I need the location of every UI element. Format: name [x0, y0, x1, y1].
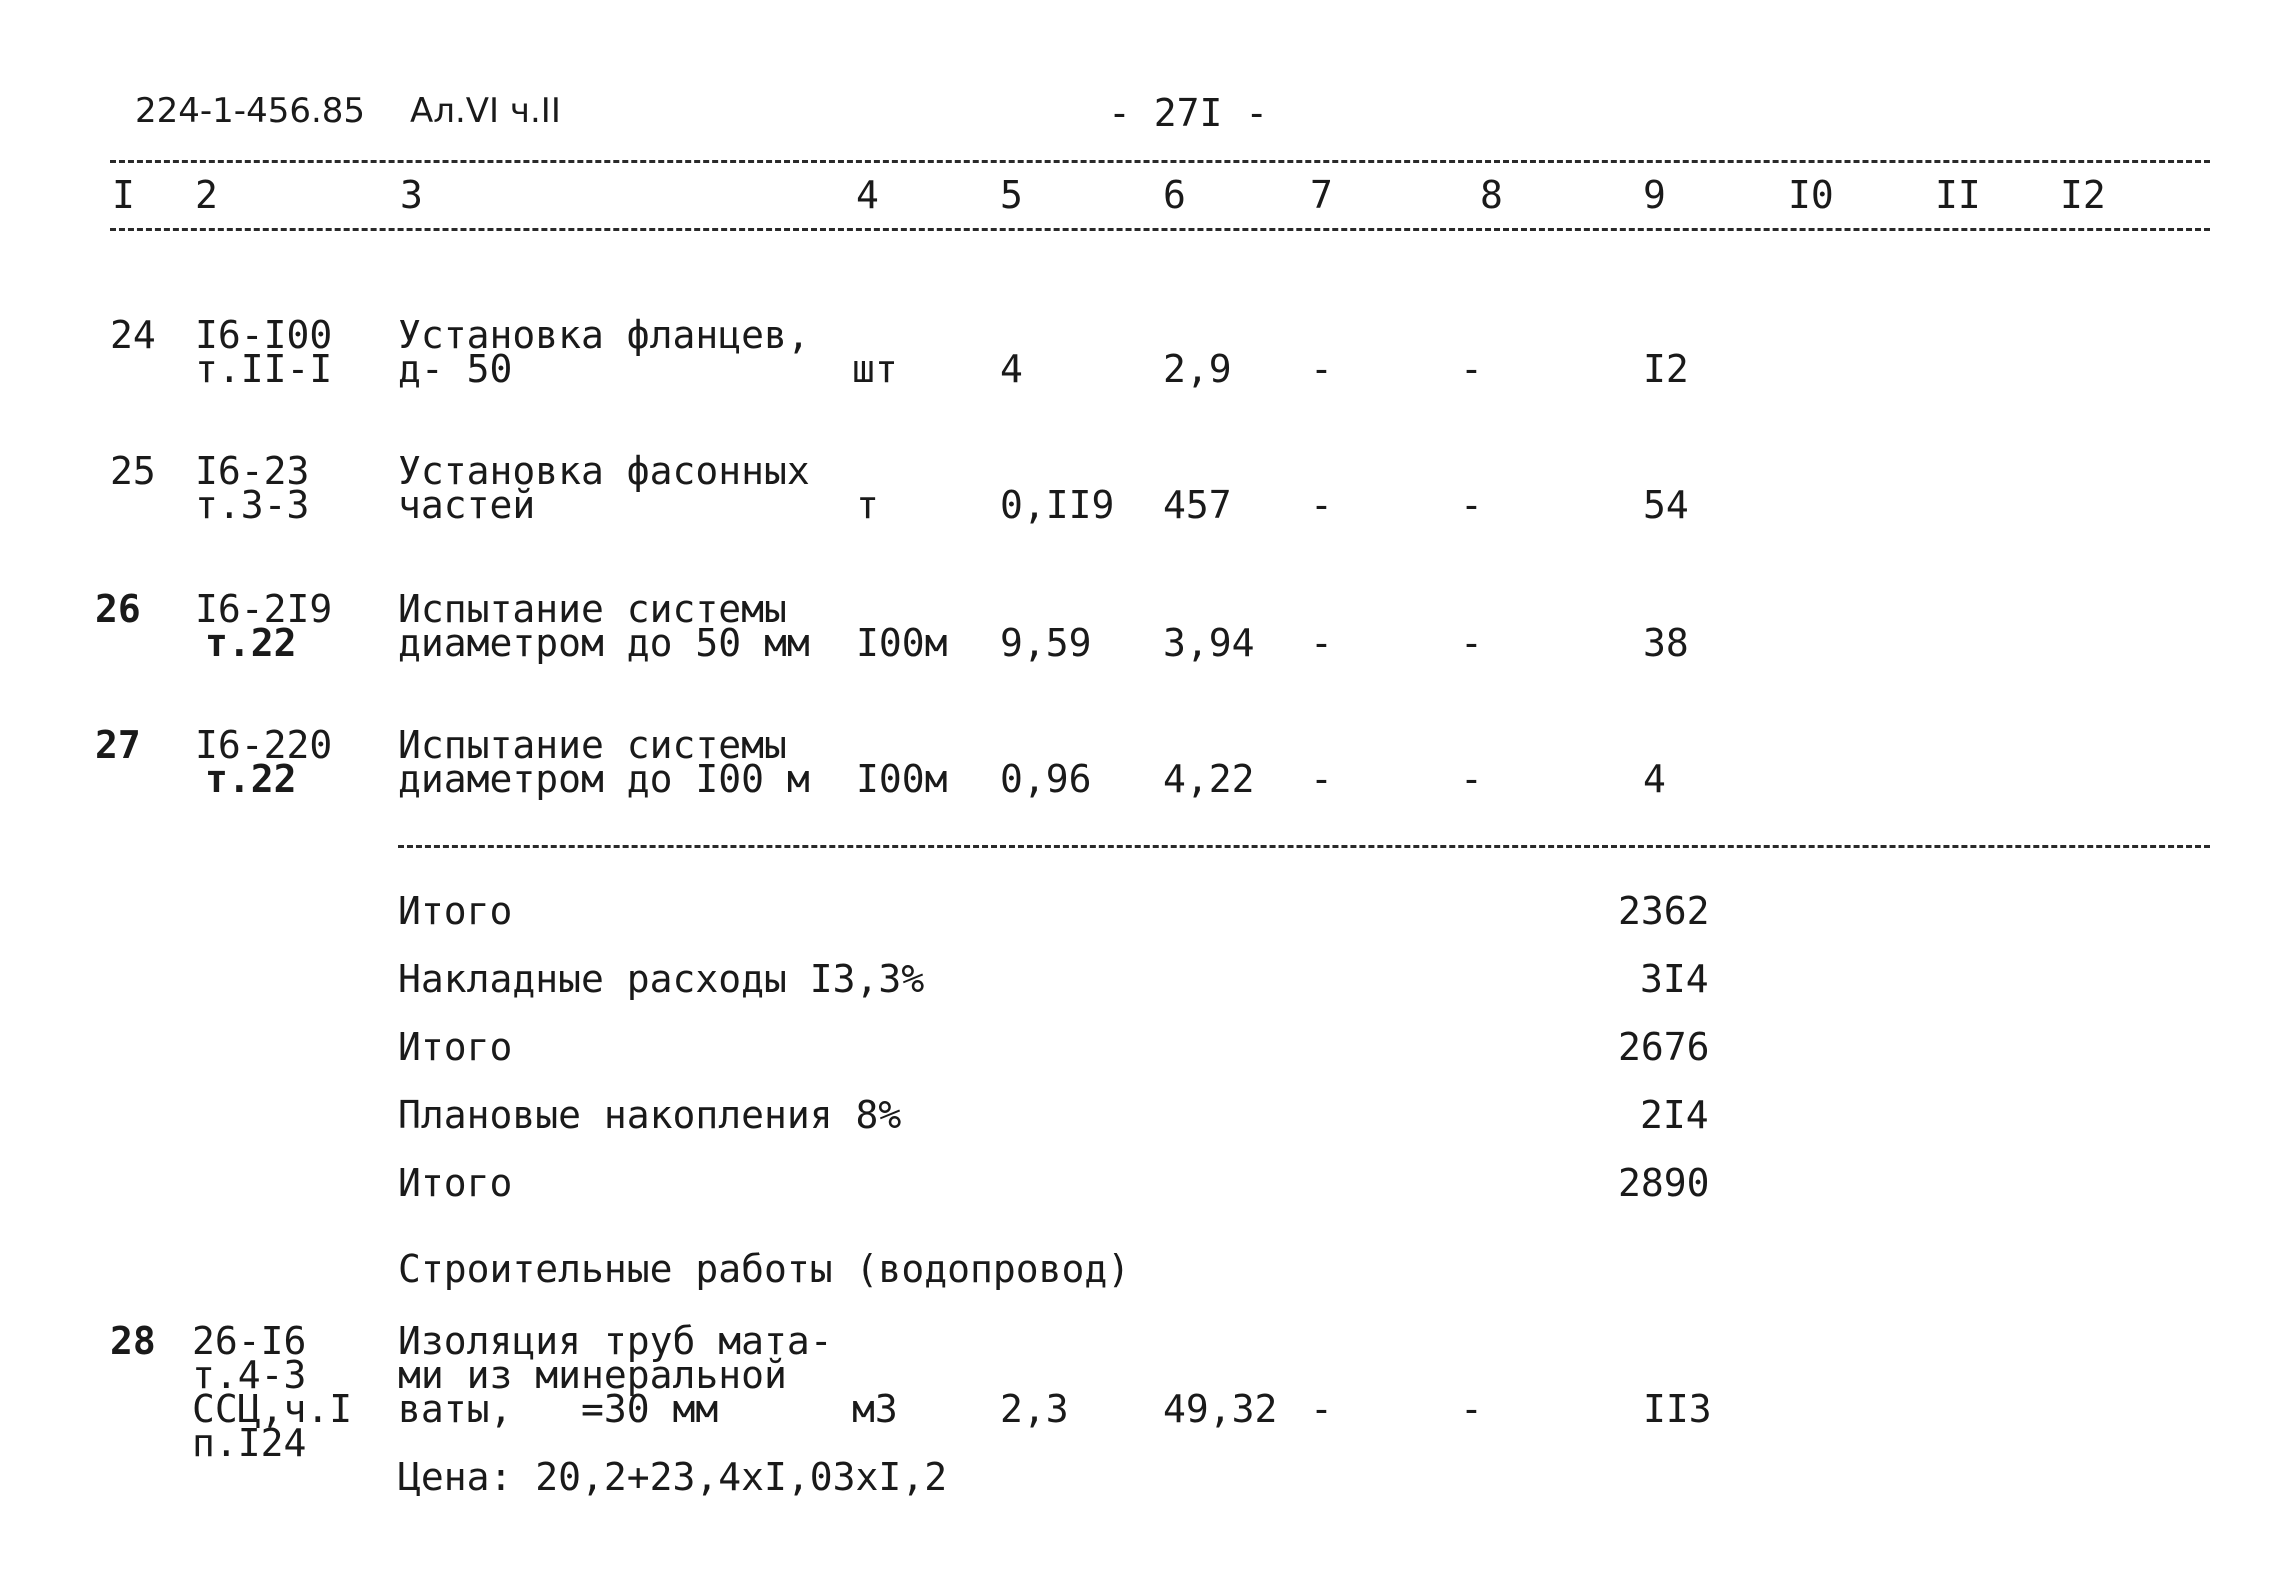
col-header-8: 8: [1480, 173, 1503, 217]
totals-rule: [398, 845, 2210, 848]
total-value: 4: [1643, 757, 1666, 801]
col-header-6: 6: [1163, 173, 1186, 217]
col7-value: -: [1310, 483, 1333, 527]
col-header-12: I2: [2060, 173, 2106, 217]
col8-value: -: [1460, 1387, 1483, 1431]
subtotal-label: Итого: [398, 889, 513, 933]
col8-value: -: [1460, 483, 1483, 527]
work-description: Изоляция труб мата-: [398, 1319, 833, 1363]
subtotal-value: 2362: [1618, 889, 1710, 933]
grand-total-label: Итого: [398, 1161, 513, 1205]
col-header-3: 3: [400, 173, 423, 217]
overhead-label: Накладные расходы I3,3%: [398, 957, 925, 1001]
price-note: Цена: 20,2+23,4хI,03хI,2: [398, 1455, 948, 1499]
total-value: II3: [1643, 1387, 1712, 1431]
quantity: 2,3: [1000, 1387, 1069, 1431]
subtotal-label: Итого: [398, 1025, 513, 1069]
quantity: 0,II9: [1000, 483, 1115, 527]
unit: т: [856, 483, 879, 527]
col-header-9: 9: [1643, 173, 1666, 217]
col-header-11: II: [1935, 173, 1981, 217]
unit: м3: [852, 1387, 898, 1431]
work-description-cont: ваты, =30 мм: [398, 1387, 719, 1431]
work-description-cont: диаметром до I00 м: [398, 757, 810, 801]
col-header-1: I: [112, 173, 135, 217]
header-top-rule: [110, 160, 2210, 163]
col-header-4: 4: [856, 173, 879, 217]
unit: I00м: [856, 757, 948, 801]
col-header-2: 2: [195, 173, 218, 217]
work-description: Испытание системы: [398, 723, 787, 767]
col7-value: -: [1310, 347, 1333, 391]
col8-value: -: [1460, 621, 1483, 665]
section-title: Строительные работы (водопровод): [398, 1247, 1131, 1291]
norm-code: I6-220: [195, 723, 333, 767]
work-description: Установка фасонных: [398, 449, 810, 493]
norm-table: т.4-3: [192, 1353, 307, 1397]
total-value: 54: [1643, 483, 1689, 527]
norm-code: 26-I6: [192, 1319, 307, 1363]
row-number: 28: [110, 1319, 156, 1363]
row-number: 27: [95, 723, 141, 767]
row-number: 26: [95, 587, 141, 631]
col-header-10: I0: [1788, 173, 1834, 217]
page-number: - 27I -: [1108, 91, 1269, 135]
row-number: 25: [110, 449, 156, 493]
col7-value: -: [1310, 757, 1333, 801]
col-header-7: 7: [1310, 173, 1333, 217]
col7-value: -: [1310, 621, 1333, 665]
quantity: 4: [1000, 347, 1023, 391]
doc-code: 224-1-456.85: [135, 91, 366, 131]
work-description-cont: д- 50: [398, 347, 513, 391]
price-catalog: ССЦ,ч.I: [192, 1387, 353, 1431]
quantity: 0,96: [1000, 757, 1092, 801]
work-description: Установка фланцев,: [398, 313, 810, 357]
album-ref: Ал.VI ч.II: [410, 91, 561, 131]
header-bottom-rule: [110, 228, 2210, 231]
unit-price: 2,9: [1163, 347, 1232, 391]
work-description-cont: ми из минеральной: [398, 1353, 787, 1397]
work-description-cont: частей: [398, 483, 536, 527]
unit-price: 49,32: [1163, 1387, 1278, 1431]
unit: шт: [852, 347, 898, 391]
planned-savings-label: Плановые накопления 8%: [398, 1093, 902, 1137]
norm-code: I6-23: [195, 449, 310, 493]
total-value: 38: [1643, 621, 1689, 665]
total-value: I2: [1643, 347, 1689, 391]
col8-value: -: [1460, 347, 1483, 391]
norm-table: т.3-3: [195, 483, 310, 527]
overhead-value: 3I4: [1640, 957, 1709, 1001]
norm-table: т.22: [205, 621, 297, 665]
col7-value: -: [1310, 1387, 1333, 1431]
col-header-5: 5: [1000, 173, 1023, 217]
norm-table: т.22: [205, 757, 297, 801]
unit: I00м: [856, 621, 948, 665]
planned-savings-value: 2I4: [1640, 1093, 1709, 1137]
unit-price: 3,94: [1163, 621, 1255, 665]
grand-total-value: 2890: [1618, 1161, 1710, 1205]
unit-price: 457: [1163, 483, 1232, 527]
quantity: 9,59: [1000, 621, 1092, 665]
norm-code: I6-I00: [195, 313, 333, 357]
norm-table: т.II-I: [195, 347, 333, 391]
norm-code: I6-2I9: [195, 587, 333, 631]
catalog-item: п.I24: [192, 1421, 307, 1465]
subtotal-value: 2676: [1618, 1025, 1710, 1069]
work-description-cont: диаметром до 50 мм: [398, 621, 810, 665]
col8-value: -: [1460, 757, 1483, 801]
row-number: 24: [110, 313, 156, 357]
work-description: Испытание системы: [398, 587, 787, 631]
unit-price: 4,22: [1163, 757, 1255, 801]
